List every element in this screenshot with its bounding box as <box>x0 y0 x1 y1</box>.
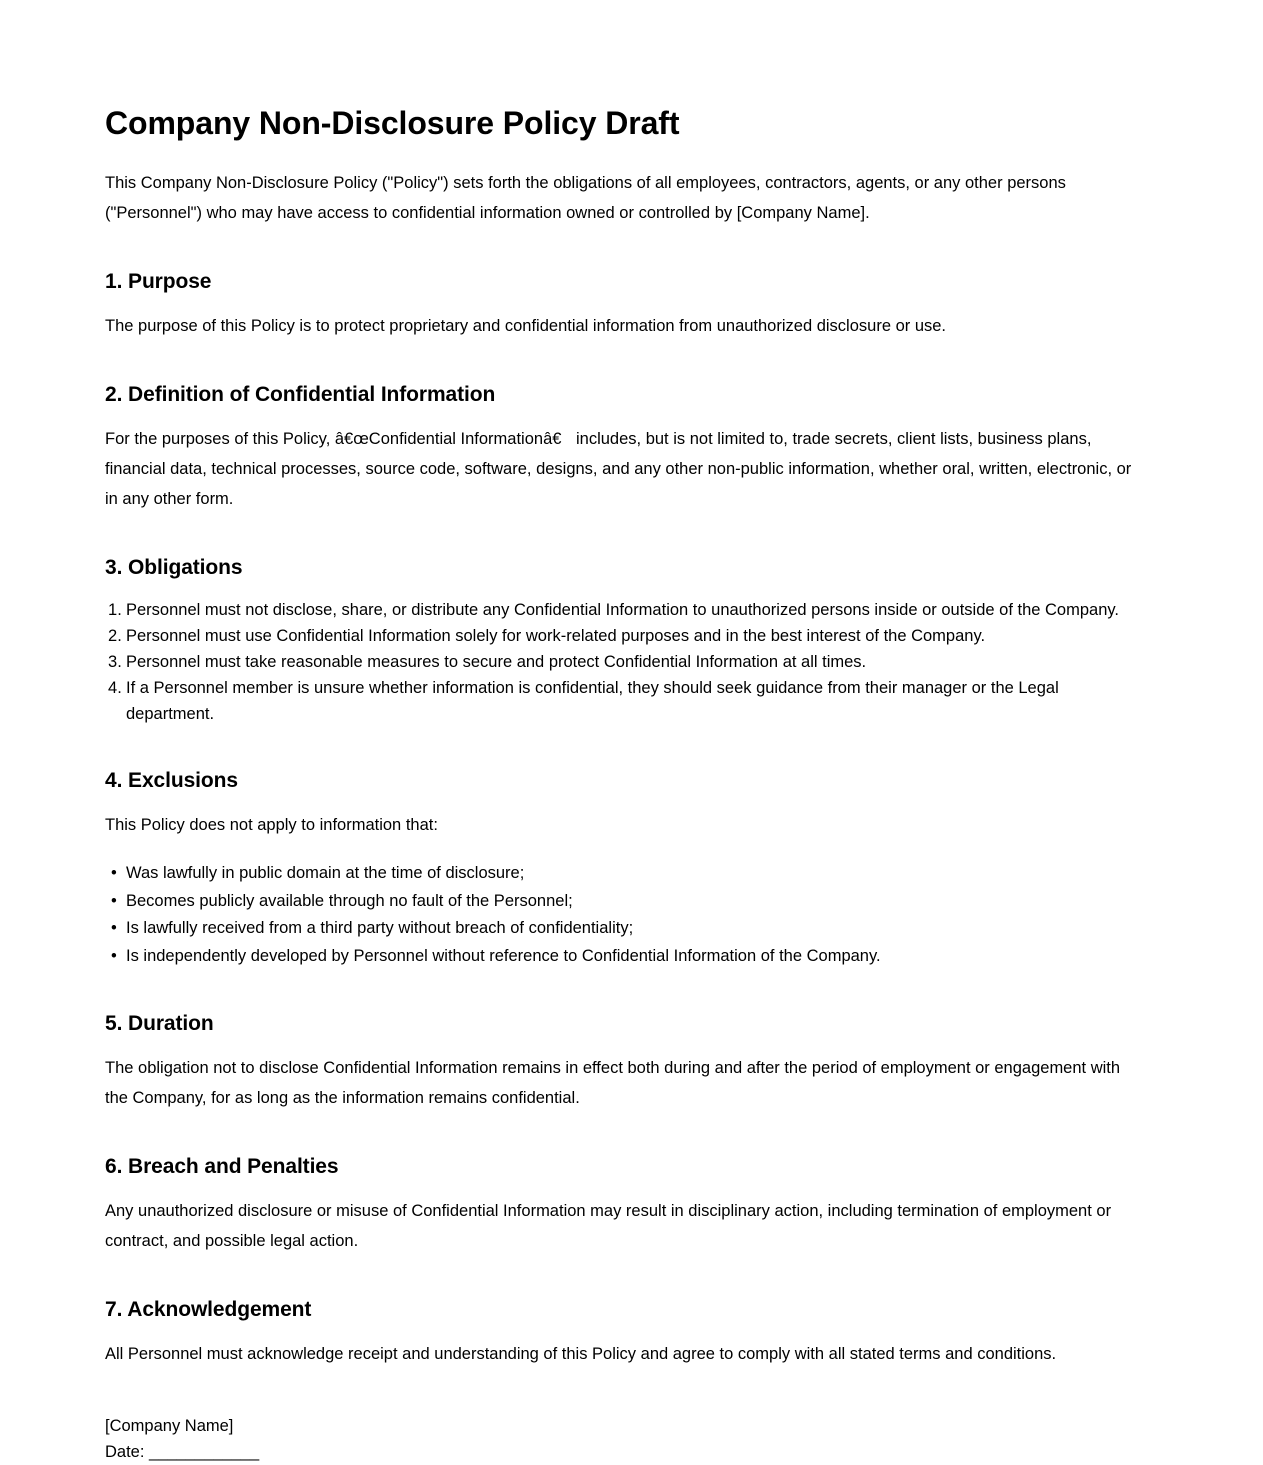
obligations-list-item: Personnel must take reasonable measures to secure and protect Confidential Information at all times. <box>126 653 867 671</box>
section-heading-obligations: 3. Obligations <box>105 556 243 579</box>
signature-company-name: [Company Name] <box>105 1417 234 1435</box>
heading-spacer <box>105 580 1145 597</box>
section-heading-definition: 2. Definition of Confidential Information <box>105 383 496 406</box>
obligations-list <box>105 597 1145 727</box>
heading-spacer <box>105 1036 1145 1053</box>
exclusions-lead: This Policy does not apply to information that: <box>105 816 438 834</box>
signature-spacer <box>105 1369 1145 1413</box>
page-title: Company Non-Disclosure Policy Draft <box>105 105 680 141</box>
exclusions-list-item: • Becomes publicly available through no fault of the Personnel; <box>105 888 1145 916</box>
section-spacer <box>105 228 1145 269</box>
section-body-purpose: The purpose of this Policy is to protect proprietary and confidential information from unauthorized disclosure or use. <box>105 317 947 335</box>
signature-date-line: Date: ____________ <box>105 1443 260 1461</box>
signature-block <box>105 1413 1145 1465</box>
section-acknowledgement <box>105 1297 1145 1369</box>
document-body <box>105 168 1145 1465</box>
section-spacer <box>105 727 1145 768</box>
section-body-definition: For the purposes of this Policy, â€œConfidential Informationâ€ includes, but is not limited to, trade secrets, client lists, business plans, financial data, technical processes, source code, software, designs, and any other non-public information, whether oral, written, electronic, or in any other form. <box>105 430 1132 508</box>
section-definition <box>105 382 1145 514</box>
heading-spacer <box>105 1179 1145 1196</box>
exclusions-list <box>105 860 1145 970</box>
obligations-list-item: If a Personnel member is unsure whether information is confidential, they should seek guidance from their manager or the Legal department. <box>126 679 1059 723</box>
section-duration <box>105 1011 1145 1113</box>
section-purpose <box>105 269 1145 341</box>
exclusions-list-item: • Is independently developed by Personnel without reference to Confidential Information of the Company. <box>105 943 1145 971</box>
heading-spacer <box>105 407 1145 424</box>
section-spacer <box>105 1113 1145 1154</box>
section-heading-acknowledgement: 7. Acknowledgement <box>105 1298 312 1321</box>
heading-spacer <box>105 294 1145 311</box>
section-heading-breach: 6. Breach and Penalties <box>105 1155 339 1178</box>
section-body-acknowledgement: All Personnel must acknowledge receipt and understanding of this Policy and agree to comply with all stated terms and conditions. <box>105 1345 1057 1363</box>
section-obligations <box>105 555 1145 727</box>
list-spacer <box>105 840 1145 860</box>
section-heading-exclusions: 4. Exclusions <box>105 769 238 792</box>
section-heading-purpose: 1. Purpose <box>105 270 212 293</box>
obligations-list-item: Personnel must use Confidential Information solely for work-related purposes and in the best interest of the Company. <box>126 627 986 645</box>
section-spacer <box>105 1256 1145 1297</box>
heading-spacer <box>105 793 1145 810</box>
section-spacer <box>105 341 1145 382</box>
exclusions-list-item: • Was lawfully in public domain at the time of disclosure; <box>105 860 1145 888</box>
section-exclusions <box>105 768 1145 970</box>
section-spacer <box>105 514 1145 555</box>
exclusions-list-item: • Is lawfully received from a third party without breach of confidentiality; <box>105 915 1145 943</box>
section-spacer <box>105 970 1145 1011</box>
section-body-duration: The obligation not to disclose Confidential Information remains in effect both during and after the period of employment or engagement with the Company, for as long as the information remains confidential. <box>105 1059 1121 1107</box>
heading-spacer <box>105 1322 1145 1339</box>
intro-paragraph: This Company Non-Disclosure Policy ("Policy") sets forth the obligations of all employees, contractors, agents, or any other persons ("Personnel") who may have access to confidential information owned or controlled by [Company Name]. <box>105 174 1066 222</box>
obligations-list-item: Personnel must not disclose, share, or distribute any Confidential Information to unauthorized persons inside or outside of the Company. <box>126 601 1119 619</box>
section-breach <box>105 1154 1145 1256</box>
section-heading-duration: 5. Duration <box>105 1012 214 1035</box>
section-body-breach: Any unauthorized disclosure or misuse of Confidential Information may result in disciplinary action, including termination of employment or contract, and possible legal action. <box>105 1202 1112 1250</box>
